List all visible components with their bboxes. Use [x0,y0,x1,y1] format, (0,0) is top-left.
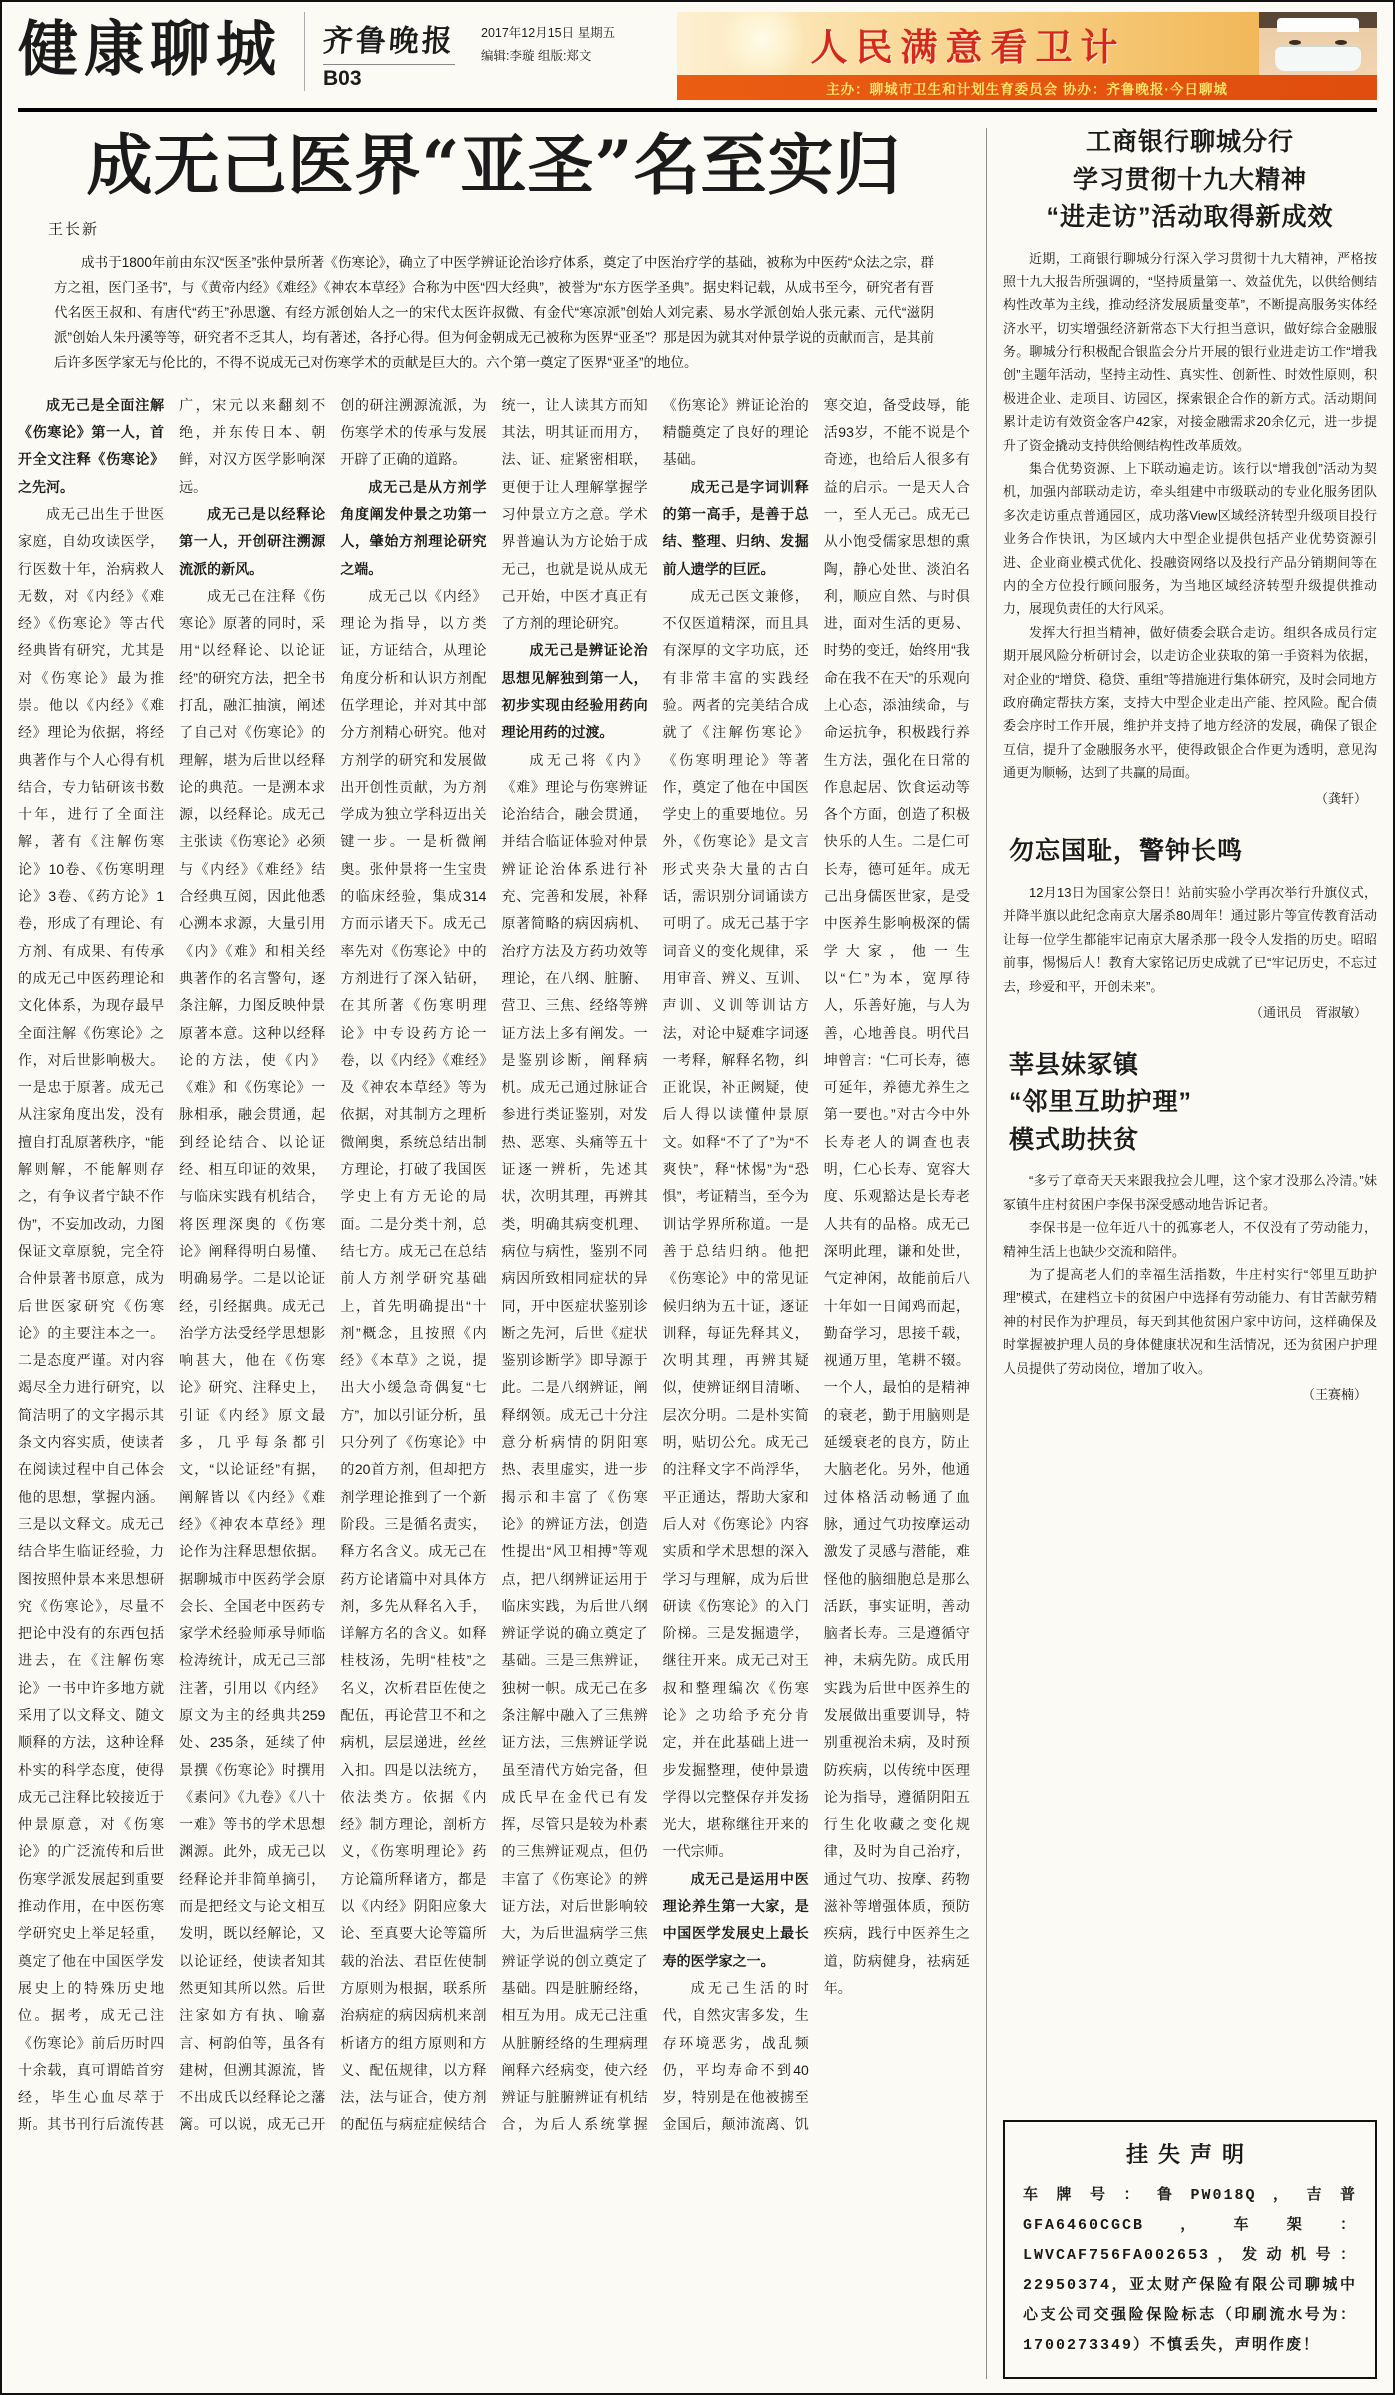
sidebar-paragraph: 为了提高老人们的幸福生活指数，牛庄村实行“邻里互助护理”模式，在建档立卡的贫困户中选择有劳动能力、有甘苦献劳精神的村民作为护理员，每天到其他贫困户家中访问，这样确保及时掌握被护理人员的身体健康状况和生活情况，还为贫困户护理人员提供了劳动岗位，增加了收入。 [1003,1267,1377,1376]
sidebar [1003,124,1377,2379]
sidebar-article [1003,124,1377,807]
date-block [469,12,615,67]
sidebar-paragraph: 集合优势资源、上下联动遍走访。该行以“增我创”活动为契机，加强内部联动走访，牵头组建中市级联动的专业化服务团队多次走访重点普通园区，成功落View区域经济转型升级项目投行业务合作快讯，为区域内大中型企业提供包括产业优势资源引进、企业商业模式优化、投融资网络以及投行产品分销期间等在内的全方位投行顾问服务，为当地区域经济转型升级提供推动力，展现负责任的大行风采。 [1003,461,1377,617]
paper-name-logo: 齐鲁晚报 [321,24,456,59]
column-divider [986,128,987,2379]
article-subheading: 成无己是以经释论第一人，开创研注溯源流派的新风。 [179,505,326,577]
sidebar-paragraph: 李保书是一位年近八十的孤寡老人，不仅没有了劳动能力，精神生活上也缺少交流和陪伴。 [1003,1220,1377,1259]
article-byline: 王长新 [48,220,100,238]
article-paragraph: 成无己在注释《伤寒论》原著的同时，采用“以经释论、以论证经”的研究方法，把全书打乱，融汇抽演，阐述了自己对《伤寒论》的理解，堪为后世以经释论的典范。一是溯本求源，以经释论。成无己主张读《伤寒论》必须与《内经》《难经》结合经典互阅，因此他悉心溯本求源，大量引用《内》《难》和相关经典著作的名言警句，逐条注解，力图反映仲景原著本意。这种以经释论的方法，使《内》《难》和《伤寒论》一脉相承，融会贯通，起到经论结合、以论证经、相互印证的效果，与临床实践有机结合，将医理深奥的《伤寒论》阐释得明白易懂、明确易学。二是以论证经，引经据典。成无己治学方法受经学思想影响甚大，他在《伤寒论》研究、注释史上，引证《内经》原文最多，几乎每条都引文，“以论证经”有据，阐解皆以《内经》《难经》《神农本草经》理论作为注释思想依据。据聊城市中医药学会原会长、全国老中医药专家学术经验师承导师临检涛统计，成无己三部注著，引用以《内经》原文为主的经典共259处、235条，延续了仲景撰《伤寒论》时撰用《素问》《九卷》《八十一难》等书的学术思想渊源。此外，成无己以经释论并非简单摘引，而是把经文与论文相互发明，既以经解论，又以论证经，使读者知其然更知其所以然。后世注家如方有执、喻嘉言、柯韵伯等，虽各有建树，但溯其源流，皆不出成氏以经释论之藩篱。可以说，成无己开创的研注溯源流派，为伤寒学术的传承与发展开辟了正确的道路。 [179,396,487,2133]
sidebar-title-line: “进走访”活动取得新成效 [1046,203,1334,231]
sidebar-article-title [1003,833,1377,871]
article-signature: （通讯员 胥淑敏） [1249,1004,1367,1020]
medical-mask [1275,47,1361,71]
banner-organizer-strip: 主办：聊城市卫生和计划生育委员会 协办：齐鲁晚报·今日聊城 [677,75,1377,100]
article-paragraph: 成无己将《内》《难》理论与伤寒辨证论治结合，融会贯通，并结合临证体验对仲景辨证论治体系进行补充、完善和发展，补释原著简略的病因病机、治疗方法及方药功效等理论，在八纲、脏腑、营卫、三焦、经络等辨证方法上多有阐发。一是鉴别诊断，阐释病机。成无己通过脉证合参进行类证鉴别，对发热、恶寒、头痛等五十证逐一辨析，先述其状，次明其理，再辨其类，明确其病变机理、病位与病性，鉴别不同病因所致相同症状的异同，开中医症状鉴别诊断之先河，后世《症状鉴别诊断学》即导源于此。二是八纲辨证，阐释纲领。成无己十分注意分析病情的阴阳寒热、表里虚实，进一步揭示和丰富了《伤寒论》的辨证方法，创造性提出“风卫相搏”等观点，把八纲辨证运用于临床实践，为后世八纲辨证学说的确立奠定了基础。三是三焦辨证，独树一帜。成无己在多条注解中融入了三焦辨证方法，三焦辨证学说虽至清代方始完备，但成氏早在金代已有发挥，尽管只是较为朴素的三焦辨证观点，但仍丰富了《伤寒论》的辨证方法，对后世影响较大，为后世温病学三焦辨证学说的创立奠定了基础。四是脏腑经络，相互为用。成无己注重从脏腑经络的生理病理阐释六经病变，使六经辨证与脏腑辨证有机结合，为后人系统掌握《伤寒论》辨证论治的精髓奠定了良好的理论基础。 [501,396,809,2133]
paper-logo-block [304,12,455,91]
date-line: 2017年12月15日 星期五 [481,26,616,40]
content-area [18,112,1377,2379]
sidebar-paragraph: 近期，工商银行聊城分行深入学习贯彻十九大精神，严格按照十九大报告所强调的，“坚持质量第一、效益优先，以供给侧结构性改革为主线，推动经济发展质量变革”，不断提高服务实体经济水平，切实增强经济新常态下大行担当意识，做好综合金融服务。聊城分行积极配合银监会分片开展的银行业进走访工作“增我创”主题年活动，坚持主动性、真实性、创新性、时效性原则，积极进企业、走项目、访园区，探索银企合作的新方式。活动期间累计走访有效资金客户42家，对接金融需求20余亿元，进一步提升了资金撬动支持供给侧结构性改革质效。 [1003,250,1377,453]
banner-slogan: 人民满意看卫计 [810,26,1126,68]
nurse-cap [1277,18,1359,32]
sidebar-article [1003,1047,1377,1403]
notice-title: 挂失声明 [1125,2142,1254,2167]
notice-text: 车牌号：鲁PW018Q，吉普GFA6460CGCB，车架：LWVCAF756FA002653，发动机号：22950374，亚太财产保险有限公司聊城中心支公司交强险保险标志（印刷流水号为：1700273349）不慎丢失，声明作废！ [1023,2187,1357,2354]
article-subheading: 成无己是运用中医理论养生第一大家，是中国医学发展史上最长寿的医学家之一。 [662,1870,809,1969]
photo-eye-right [1335,40,1347,45]
sidebar-paragraph: 12月13日为国家公祭日！站前实验小学再次举行升旗仪式，并降半旗以此纪念南京大屠杀80周年！通过影片等宣传教育活动让每一位学生都能牢记南京大屠杀那一段令人发指的历史。昭昭前事，惕惕后人！教育大家铭记历史成就了已“牢记历史，不忘过去，珍爱和平，开创未来”。 [1003,884,1377,994]
sidebar-article [1003,833,1377,1020]
loss-notice-box [1003,2120,1377,2379]
nurse-photo [1259,12,1377,75]
article-subheading: 成无己是从方剂学角度阐发仲景之功第一人，肇始方剂理论研究之端。 [340,478,487,577]
sidebar-title-line: 勿忘国耻，警钟长鸣 [1009,837,1244,866]
article-signature: （龚轩） [1314,791,1367,807]
article-signature: （王赛楠） [1301,1386,1367,1402]
sidebar-article-title [1003,1047,1377,1160]
photo-eye-left [1289,40,1301,45]
sidebar-paragraph: 发挥大行担当精神，做好债委会联合走访。组织各成员行定期开展风险分析研讨会，以走访企业获取的第一手资料为依据，对企业的“增贷、稳贷、重组”等措施进行集体研究，及时会同地方政府确定帮扶方案，支持大中型企业走出产能、控风险。配合债委会序时工作开展，维护并支持了地方经济的发展，确保了银企互信，提升了金融服务水平，使得政银企合作更为透明，意见沟通更为顺畅，达到了共赢的局面。 [1003,624,1377,781]
sidebar-paragraph: “多亏了章奇天天来跟我拉会儿哩，这个家才没那么冷清。”妹冢镇牛庄村贫困户李保书深受感动地告诉记者。 [1003,1173,1377,1212]
banner-main [677,12,1377,75]
article-headline: 成无己医界“亚圣”名至实归 [86,126,902,204]
sidebar-title-line: 学习贯彻十九大精神 [1072,165,1307,194]
main-article [18,124,970,2379]
sidebar-title-line: 莘县妹冢镇 [1009,1050,1140,1079]
article-paragraph: 成无己生活的时代，自然灾害多发，生存环境恶劣，战乱频仍，平均寿命不到40岁，特别是在他被掳至金国后，颠沛流离、饥寒交迫，备受歧辱，能活93岁，不能不说是个奇迹，也给后人很多有益的启示。一是天人合一，至人无己。成无己从小饱受儒家思想的熏陶，静心处世、淡泊名利，顺应自然、与时俱进，面对生活的更易、时势的变迁，始终用“我命在我不在天”的乐观向上心态，添油续命，与命运抗争，积极践行养生方法，强化在日常的作息起居、饮食运动等各个方面，创造了积极快乐的人生。二是仁可长寿，德可延年。成无己出身儒医世家，是受中医养生影响极深的儒学大家，他一生以“仁”为本，宽厚待人，乐善好施，与人为善，心地善良。明代吕坤曾言：“仁可长寿，德可延年，养德尤养生之第一要也。”对古今中外长寿老人的调查也表明，仁心长寿、宽容大度、乐观豁达是长寿老人共有的品格。成无己深明此理，谦和处世，气定神闲，故能前后八十年如一日闻鸡而起，勤奋学习，思接千载，视通万里，笔耕不辍。一个人，最怕的是精神的衰老，勤于用脑则是延缓衰老的良方，防止大脑老化。另外，他通过体格活动畅通了血脉，通过气功按摩运动激发了灵感与潜能，难怪他的脑细胞总是那么活跃，事实证明，善动脑者长寿。三是遵循守神，未病先防。成氏用实践为后世中医养生的发展做出重要训导，特别重视治未病，及时预防疾病，以传统中医理论为指导，遵循阴阳五行生化收藏之变化规律，及时为自己治疗，通过气功、按摩、药物滋补等增强体质，预防疾病，践行中医养生之道，防病健身，祛病延年。 [662,396,970,2133]
sidebar-article-title [1003,124,1377,237]
article-body [18,392,970,2379]
staff-line: 编辑:李璇 组版:郑文 [481,48,592,63]
section-title: 健康聊城 [18,16,282,83]
sidebar-title-line: 模式助扶贫 [1009,1125,1140,1154]
article-intro: 成书于1800年前由东汉“医圣”张仲景所著《伤寒论》，确立了中医学辨证论治诊疗体系，奠定了中医治疗学的基础，被称为中医药“众法之宗，群方之祖，医门圣书”，与《黄帝内经》《难经》《神农本草经》合称为中医“四大经典”，被誉为“东方医学圣典”。据史料记载，从成书至今，研究者有晋代名医王叔和、有唐代“药王”孙思邈、有经方派创始人之一的宋代太医许叔微、有金代“寒凉派”创始人刘完素、易水学派创始人张元素、元代“滋阴派”创始人朱丹溪等等，研究者不乏其人，均有著述，各抒心得。但为何金朝成无己被称为医界“亚圣”？那是因为就其对仲景学说的贡献而言，是其前后许多医学家无与伦比的，不得不说成无己对伤寒学术的贡献是巨大的。六个第一奠定了医界“亚圣”的地位。 [54,254,934,370]
article-subheading: 成无己是辨证论治思想见解独到第一人，初步实现由经验用药向理论用药的过渡。 [501,642,648,741]
page-header [18,12,1377,112]
article-subheading: 成无己是全面注解《伤寒论》第一人，首开全文注释《伤寒论》之先河。 [18,396,165,495]
page-number: B03 [323,64,455,91]
sidebar-title-line: “邻里互助护理” [1009,1088,1193,1117]
health-campaign-banner [677,12,1377,100]
sidebar-title-line: 工商银行聊城分行 [1085,128,1294,156]
article-subheading: 成无己是字词训释的第一高手，是善于总结、整理、归纳、发掘前人遗学的巨匠。 [662,478,809,577]
article-paragraph: 成无己医文兼修，不仅医道精深，而且具有深厚的文字功底，还有非常丰富的实践经验。两者的完美结合成就了《注解伤寒论》《伤寒明理论》等著作，奠定了他在中国医学史上的重要地位。另外，《伤寒论》是文言形式夹杂大量的古白话，需识别分词诵读方可明了。成无己基于字词音义的变化规律，采用审音、辨义、互训、声训、义训等训诂方法，对论中疑难字词逐一考释，解释名物，纠正讹误，补正阙疑，使后人得以读懂仲景原文。如释“不了了”为“不爽快”，释“怵惕”为“恐惧”，考证精当，至今为训诂学界所称道。一是善于总结归纳。他把《伤寒论》中的常见证候归纳为五十证，逐证训释，每证先释其义，次明其理，再辨其疑似，使辨证纲目清晰、层次分明。二是朴实简明，贴切公允。成无己的注释文字不尚浮华，平正通达，帮助大家和后人对《伤寒论》内容实质和学术思想的深入学习与理解，成为后世研读《伤寒论》的入门阶梯。三是发掘遗学，继往开来。成无己对王叔和整理编次《伤寒论》之功给予充分肯定，并在此基础上进一步发掘整理，使仲景遗学得以完整保存并发扬光大，堪称继往开来的一代宗师。 [662,587,809,1860]
sidebar-articles [1003,124,1377,1429]
article-paragraph: 成无己以《内经》理论为指导，以方类证，方证结合，从理论角度分析和认识方剂配伍学理论，并对其中部分方剂精心研究。他对方剂学的研究和发展做出开创性贡献，为方剂学成为独立学科迈出关键一步。一是析微阐奥。张仲景将一生宝贵的临床经验，集成314方而示诸天下。成无己率先对《伤寒论》中的方剂进行了深入钻研，在其所著《伤寒明理论》中专设药方论一卷，以《内经》《难经》及《神农本草经》等为依据，对其制方之理析微阐奥，系统总结出制方理论，打破了我国医学史上有方无论的局面。二是分类十剂，总结七方。成无己在总结前人方剂学研究基础上，首先明确提出“十剂”概念，且按照《内经》《本草》之说，提出大小缓急奇偶复“七方”，加以引证分析，虽只分列了《伤寒论》中的20首方剂，但却把方剂学理论推到了一个新阶段。三是循名责实，释方名含义。成无己在药方论诸篇中对具体方剂，多先从释名入手，详解方名的含义。如释桂枝汤，先明“桂枝”之名义，次析君臣佐使之配伍，再论营卫不和之病机，层层递进，丝丝入扣。四是以法统方，依法类方。依据《内经》制方理论，剖析方义，《伤寒明理论》药方论篇所释诸方，都是以《内经》阴阳应象大论、至真要大论等篇所载的治法、君臣佐使制方原则为根据，联系所治病症的病因病机来剖析诸方的组方原则和方义、配伍规律，以方释法，法与证合，使方剂的配伍与病症症候结合统一，让人读其方而知其法，明其证而用方，法、证、症紧密相联，更便于让人理解掌握学习仲景立方之意。学术界普遍认为方论始于成无己，也就是说从成无己开始，中医才真正有了方剂的理论研究。 [340,396,648,2133]
article-paragraph: 成无己出生于世医家庭，自幼攻读医学，行医数十年，治病救人无数，对《内经》《难经》《伤寒论》等古代经典皆有研究，尤其是对《伤寒论》最为推崇。他以《内经》《难经》理论为依据，将经典著作与个人心得有机结合，专力钻研该书数十年，进行了全面注解，著有《注解伤寒论》10卷、《伤寒明理论》3卷、《药方论》1卷，形成了有理论、有方剂、有成果、有传承的成无己中医药理论和文化体系，为现存最早全面注解《伤寒论》之作，对后世影响极大。一是忠于原著。成无己从注家角度出发，没有擅自打乱原著秩序，“能解则解，不能解则存之，有争议者宁缺不作伪”，不妄加改动，力图保证文章原貌，完全符合仲景著书原意，成为后世医家研究《伤寒论》的主要注本之一。二是态度严谨。对内容竭尽全力进行研究，以简洁明了的文字揭示其条文内容实质，使读者在阅读过程中自己体会他的思想，掌握内涵。三是以文释文。成无己结合毕生临证经验，力图按照仲景本来思想研究《伤寒论》，尽量不把论中没有的东西包括进去，在《注解伤寒论》一书中许多地方就采用了以文释文、随文顺释的方法，这种诠释朴实的科学态度，使得成无己注释比较接近于仲景原意，对《伤寒论》的广泛流传和后世伤寒学派发展起到重要推动作用，在中医伤寒学研究史上举足轻重，奠定了他在中国医学发展史上的特殊历史地位。据考，成无己注《伤寒论》前后历时四十余载，真可谓皓首穷经，毕生心血尽萃于斯。其书刊行后流传甚广，宋元以来翻刻不绝，并东传日本、朝鲜，对汉方医学影响深远。 [18,396,326,2133]
